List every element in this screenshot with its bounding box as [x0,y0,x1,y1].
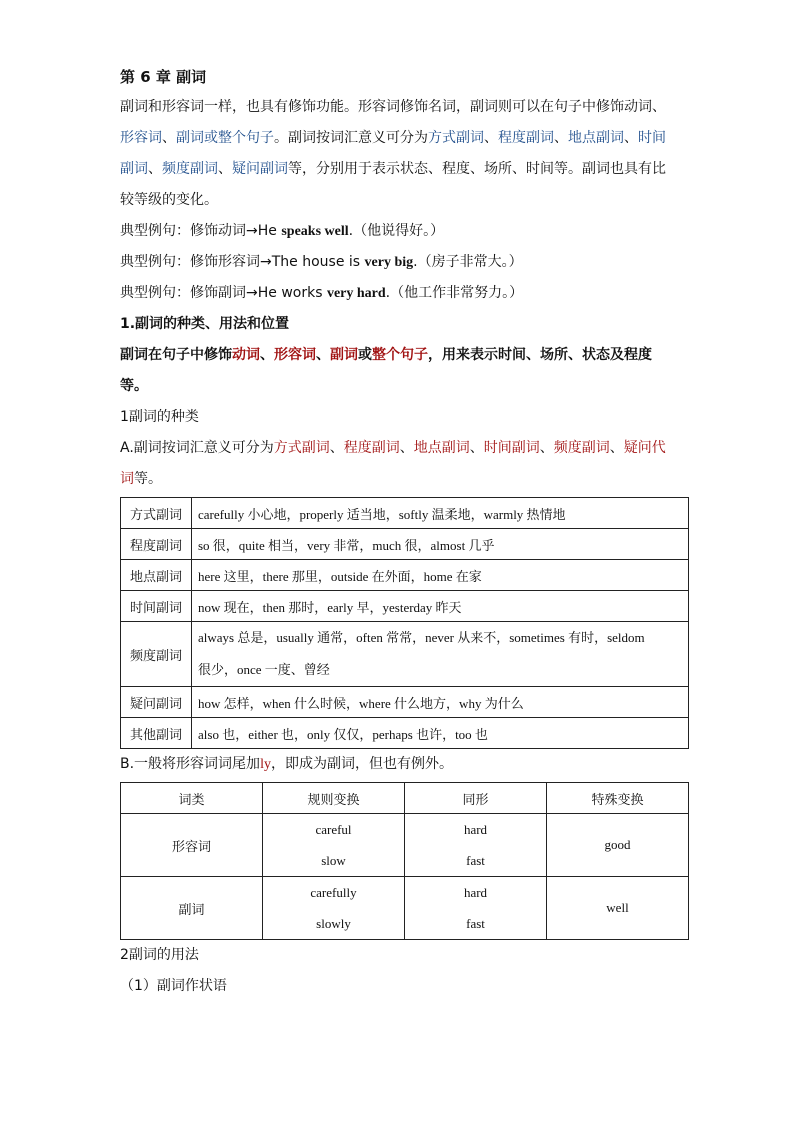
table-cell-value: now 现在，then 那时，early 早，yesterday 昨天 [192,591,689,622]
adjective-adverb-table [120,782,689,940]
part-a-line-1: A.副词按词汇意义可分为方式副词、程度副词、地点副词、时间副词、频度副词、疑问代 [120,440,666,456]
table-cell-label: 方式副词 [121,498,192,529]
document-page [120,62,690,1002]
subsection-item: （1）副词作状语 [120,978,227,994]
table-cell-label: 地点副词 [121,560,192,591]
table-header-row [121,783,689,814]
table-cell-label: 疑问副词 [121,687,192,718]
intro-line-4: 较等级的变化。 [120,192,218,208]
table-cell-regular: careful slow [263,814,405,877]
table-header-cell: 同形 [405,783,547,814]
table-cell-same: hard fast [405,814,547,877]
table-row [121,560,689,591]
table-cell-value: so 很，quite 相当，very 非常，much 很，almost 几乎 [192,529,689,560]
table-row [121,622,689,687]
table-cell-type: 形容词 [121,814,263,877]
table-header-cell: 词类 [121,783,263,814]
table-row [121,814,689,877]
table-cell-type: 副词 [121,877,263,940]
section-heading: 1.副词的种类、用法和位置 [120,316,290,332]
section-summary-line-1: 副词在句子中修饰动词、形容词、副词或整个句子，用来表示时间、场所、状态及程度 [120,347,652,363]
table-row [121,529,689,560]
example-sentence: 典型例句：修饰形容词→The house is very big.（房子非常大。） [120,254,523,270]
table-row [121,498,689,529]
table-row [121,877,689,940]
intro-line-2: 形容词、副词或整个句子。副词按词汇意义可分为方式副词、程度副词、地点副词、时间 [120,130,666,146]
table-header-cell: 规则变换 [263,783,405,814]
chapter-title: 第 6 章 副词 [120,68,207,86]
part-b-line: B.一般将形容词词尾加ly，即成为副词，但也有例外。 [120,756,453,772]
subsection-heading: 2副词的用法 [120,947,199,963]
table-row [121,687,689,718]
table-header-cell: 特殊变换 [547,783,689,814]
table-row [121,718,689,749]
table-cell-regular: carefully slowly [263,877,405,940]
table-cell-value: carefully 小心地，properly 适当地，softly 温柔地，warmly 热情地 [192,498,689,529]
intro-line-1: 副词和形容词一样，也具有修饰功能。形容词修饰名词，副词则可以在句子中修饰动词、 [120,99,666,115]
table-cell-value: also 也，either 也，only 仅仅，perhaps 也许，too 也 [192,718,689,749]
table-cell-label: 程度副词 [121,529,192,560]
table-cell-value: how 怎样，when 什么时候，where 什么地方，why 为什么 [192,687,689,718]
subsection-heading: 1副词的种类 [120,409,199,425]
table-cell-value: always 总是，usually 通常，often 常常，never 从来不，sometimes 有时，seldom 很少，once 一度、曾经 [192,622,689,687]
table-cell-same: hard fast [405,877,547,940]
section-summary-line-2: 等。 [120,378,148,394]
part-a-line-2: 词等。 [120,471,162,487]
table-cell-label: 其他副词 [121,718,192,749]
intro-line-3: 副词、频度副词、疑问副词等，分别用于表示状态、程度、场所、时间等。副词也具有比 [120,161,666,177]
adverb-types-table [120,497,689,749]
table-cell-label: 时间副词 [121,591,192,622]
table-cell-value: here 这里，there 那里，outside 在外面，home 在家 [192,560,689,591]
example-sentence: 典型例句：修饰动词→He speaks well.（他说得好。） [120,223,445,239]
table-row [121,591,689,622]
table-cell-label: 频度副词 [121,622,192,687]
example-sentence: 典型例句：修饰副词→He works very hard.（他工作非常努力。） [120,285,524,301]
table-cell-special: well [547,877,689,940]
table-cell-special: good [547,814,689,877]
